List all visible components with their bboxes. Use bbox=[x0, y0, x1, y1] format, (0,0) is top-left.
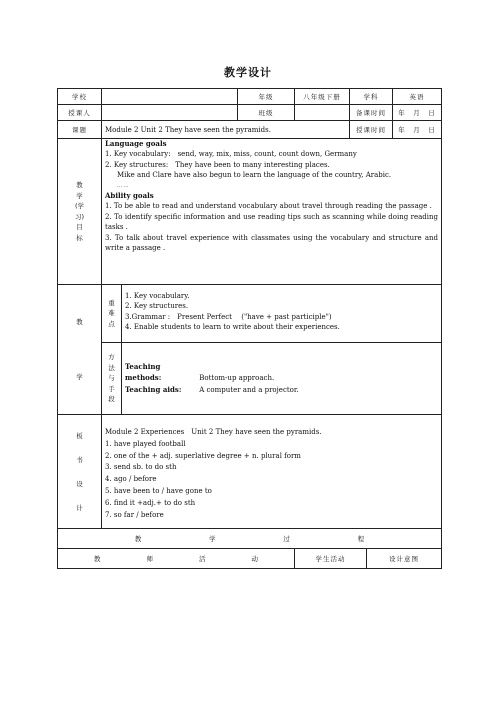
focus-line: 2. Key structures. bbox=[125, 302, 189, 311]
subject-value: 英语 bbox=[393, 89, 442, 105]
goals-content bbox=[102, 139, 442, 285]
methods-value: Bottom-up approach. bbox=[199, 374, 275, 382]
class-value bbox=[295, 105, 350, 121]
row-methods bbox=[58, 343, 442, 415]
prep-time-value: 年 月 日 bbox=[393, 105, 442, 121]
subject-label: 学科 bbox=[350, 89, 393, 105]
school-label: 学校 bbox=[58, 89, 102, 105]
language-goal-line: 1. Key vocabulary: send, way, mix, miss, count, count down, Germany bbox=[105, 150, 357, 159]
teacher-value bbox=[102, 105, 238, 121]
aids-value: A computer and a projector. bbox=[199, 386, 299, 394]
ability-goal-line: 1. To be able to read and understand vocabulary about travel through reading the passage . bbox=[105, 202, 432, 211]
ability-goal-line: 2. To identify specific information and use reading tips such as scanning while doing reading tasks . bbox=[105, 212, 439, 232]
school-value bbox=[102, 89, 238, 105]
row-goals bbox=[58, 139, 442, 285]
teach-time-value: 年 月 日 bbox=[393, 121, 442, 139]
focus-line: 4. Enable students to learn to write about their experiences. bbox=[125, 323, 340, 332]
teacher-label: 授课人 bbox=[58, 105, 102, 121]
focus-label: 重 难 点 bbox=[102, 285, 122, 343]
page-title: 教学设计 bbox=[224, 66, 272, 79]
grade-label: 年级 bbox=[238, 89, 295, 105]
design-intent-header: 设计意图 bbox=[367, 549, 442, 569]
aids-label-text: Teaching aids: bbox=[125, 385, 182, 394]
row-process-header bbox=[58, 529, 442, 549]
process-header: 教 学 过 程 bbox=[58, 529, 442, 549]
teach-time-label: 授课时间 bbox=[350, 121, 393, 139]
language-goal-line: 2. Key structures: They have been to many interesting places. bbox=[105, 160, 330, 169]
ability-goal-line: 3. To talk about travel experience with classmates using the vocabulary and structure and write a passage . bbox=[105, 233, 439, 253]
student-activity-header: 学生活动 bbox=[295, 549, 367, 569]
board-line: 3. send sb. to do sth bbox=[105, 463, 177, 472]
lesson-plan-table bbox=[57, 88, 442, 569]
board-label: 板 书 设 计 bbox=[58, 415, 102, 529]
row-topic bbox=[58, 121, 442, 139]
topic-label: 课题 bbox=[58, 121, 102, 139]
language-goals-heading: Language goals bbox=[105, 139, 167, 148]
prep-time-label: 备课时间 bbox=[350, 105, 393, 121]
focus-line: 1. Key vocabulary. bbox=[125, 292, 190, 300]
goals-label: 教 学 (学 习) 目 标 bbox=[58, 139, 102, 285]
language-goal-example: Mike and Clare have also begun to learn the language of the country, Arabic. bbox=[117, 171, 392, 180]
ellipsis: … … bbox=[117, 182, 129, 189]
topic-value: Module 2 Unit 2 They have seen the pyramids. bbox=[102, 121, 350, 139]
board-line: 5. have been to / have gone to bbox=[105, 486, 212, 495]
methods-label: 方 法 与 手 段 bbox=[102, 343, 122, 415]
grade-value: 八年级下册 bbox=[295, 89, 350, 105]
methods-label-text: Teaching methods: bbox=[125, 362, 162, 382]
row-school bbox=[58, 89, 442, 105]
class-label: 班级 bbox=[238, 105, 295, 121]
row-board bbox=[58, 415, 442, 529]
board-line: 2. one of the + adj. superlative degree + n. plural form bbox=[105, 451, 301, 460]
focus-line: 3.Grammar : Present Perfect ("have + past participle") bbox=[125, 312, 332, 321]
row-process-columns bbox=[58, 549, 442, 569]
teacher-activity-header: 教 师 活 动 bbox=[58, 549, 295, 569]
board-line: 4. ago / before bbox=[105, 475, 157, 484]
board-line: 1. have played football bbox=[105, 439, 186, 448]
row-focus bbox=[58, 285, 442, 343]
focus-content bbox=[122, 285, 442, 343]
board-line: 6. find it +adj.+ to do sth bbox=[105, 498, 196, 507]
methods-content bbox=[122, 343, 442, 415]
row-teacher bbox=[58, 105, 442, 121]
board-line: Module 2 Experiences Unit 2 They have seen the pyramids. bbox=[105, 428, 322, 436]
teaching-outer-label: 教 学 bbox=[58, 285, 102, 415]
board-line: 7. so far / before bbox=[105, 510, 164, 519]
ability-goals-heading: Ability goals bbox=[105, 191, 154, 201]
board-content bbox=[102, 415, 442, 529]
